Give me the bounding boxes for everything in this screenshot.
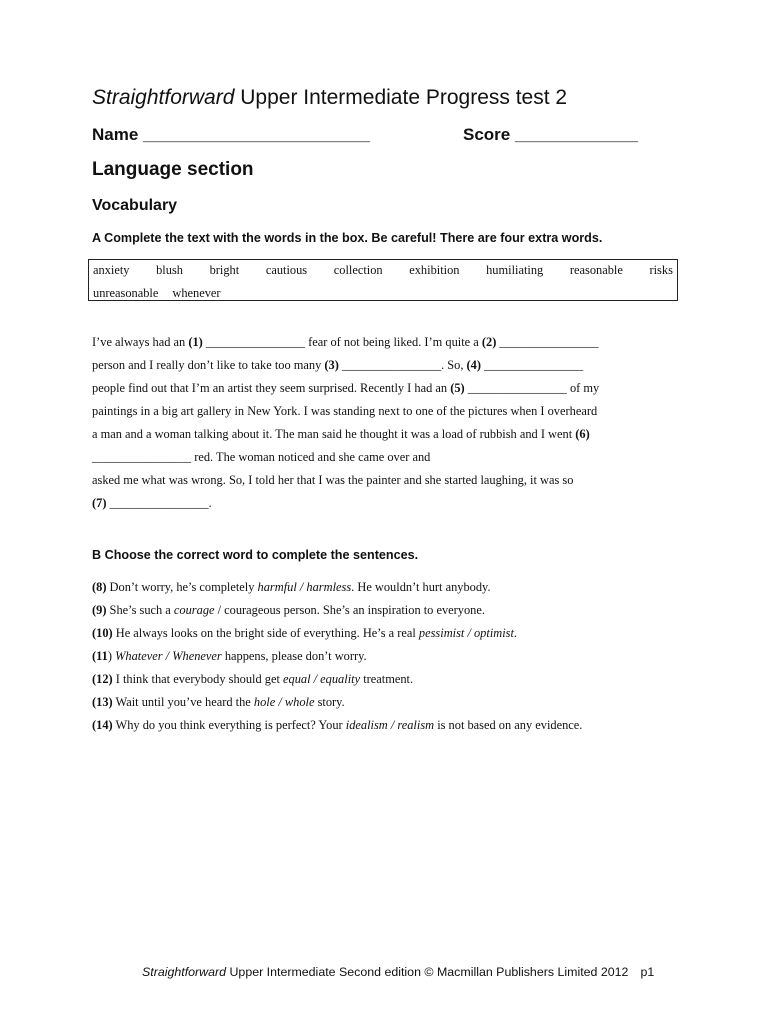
item-number: (2) (481, 335, 497, 349)
text-line (92, 423, 682, 446)
word-box-word: bright (209, 263, 240, 277)
text-line (92, 446, 682, 469)
text-segment: She’s such a (106, 603, 174, 617)
name-label: Name (92, 125, 139, 144)
word-choice: equal / equality (283, 672, 361, 686)
title-rest: Upper Intermediate Progress test 2 (234, 86, 568, 109)
text-segment: ________________ (496, 335, 599, 349)
text-segment: treatment. (360, 672, 414, 686)
word-box-word: cautious (265, 263, 308, 277)
text-segment: ________________ (481, 358, 584, 372)
sentence-line (92, 599, 682, 622)
word-box-word: risks (649, 263, 673, 277)
text-line (92, 331, 682, 354)
text-line (92, 469, 682, 492)
word-box-word: collection (333, 263, 383, 277)
text-line (92, 400, 682, 423)
item-number: (12) (92, 672, 113, 686)
text-segment: a man and a woman talking about it. The man said he thought it was a load of rubbish and I went (92, 427, 576, 441)
part-a-instruction: A Complete the text with the words in the box. Be careful! There are four extra words. (92, 231, 603, 245)
text-segment: ________________ fear of not being liked. I’m quite a (202, 335, 482, 349)
footer-text: Upper Intermediate Second edition © Macmillan Publishers Limited 2012 (226, 965, 629, 979)
word-choice: idealism / realism (345, 718, 435, 732)
item-number: (4) (466, 358, 481, 372)
score-label: Score (463, 125, 511, 144)
sentence-line (92, 691, 682, 714)
word-choice: pessimist / optimist (418, 626, 514, 640)
sentence-line (92, 668, 682, 691)
word-box-word: unreasonable (93, 286, 159, 300)
item-number: (5) (450, 381, 465, 395)
text-segment: ________________. (106, 496, 212, 510)
text-segment: ) (107, 649, 116, 663)
sentence-line (92, 622, 682, 645)
page-footer (142, 965, 682, 979)
name-score-row (92, 125, 692, 145)
item-number: (9) (92, 603, 107, 617)
text-segment: people find out that I’m an artist they seem surprised. Recently I had an (92, 381, 451, 395)
word-box-row-2 (93, 286, 235, 301)
text-line (92, 377, 682, 400)
sentence-line (92, 645, 682, 668)
text-segment: story. (314, 695, 345, 709)
item-number: (14) (92, 718, 113, 732)
vocabulary-heading: Vocabulary (92, 197, 178, 214)
score-field (463, 125, 638, 145)
text-segment: I’ve always had an (92, 335, 189, 349)
text-segment: . He wouldn’t hurt anybody. (351, 580, 491, 594)
word-choice: hole / whole (253, 695, 315, 709)
text-line (92, 354, 682, 377)
sentence-line (92, 576, 682, 599)
item-number: (3) (324, 358, 339, 372)
text-segment: . (513, 626, 518, 640)
word-choice: Whatever / Whenever (115, 649, 222, 663)
item-number: (13) (92, 695, 113, 709)
word-choice: harmful / harmless (257, 580, 352, 594)
item-number: (10) (92, 626, 113, 640)
sentence-line (92, 714, 682, 737)
text-segment: is not based on any evidence. (434, 718, 583, 732)
name-blank: ________________________ (143, 125, 370, 144)
footer-italic: Straightforward (142, 965, 227, 979)
word-box-word: humiliating (486, 263, 544, 277)
word-box-word: exhibition (409, 263, 460, 277)
text-segment: Wait until you’ve heard the (112, 695, 254, 709)
word-box-word: anxiety (93, 263, 130, 277)
item-number: (7) (92, 496, 107, 510)
word-choice: courage (173, 603, 215, 617)
item-number: (6) (575, 427, 590, 441)
word-box-row-1 (93, 263, 673, 278)
part-b-sentences (92, 576, 682, 737)
page-number: p1 (640, 965, 655, 979)
text-segment: ________________ red. The woman noticed and she came over and (92, 450, 431, 464)
text-segment: ________________ of my (464, 381, 600, 395)
text-segment: Don’t worry, he’s completely (106, 580, 258, 594)
word-box (88, 259, 678, 301)
part-a-text (92, 331, 682, 515)
text-segment: ________________. So, (338, 358, 467, 372)
word-box-word: reasonable (569, 263, 623, 277)
item-number: (11 (92, 649, 108, 663)
title-italic: Straightforward (92, 86, 235, 109)
item-number: (8) (92, 580, 107, 594)
text-segment: I think that everybody should get (112, 672, 283, 686)
text-segment: / courageous person. She’s an inspiration to everyone. (214, 603, 485, 617)
text-segment: He always looks on the bright side of everything. He’s a real (112, 626, 419, 640)
word-box-word: whenever (172, 286, 221, 300)
text-segment: paintings in a big art gallery in New York. I was standing next to one of the pictures when I overheard (92, 404, 598, 418)
text-segment: Why do you think everything is perfect? Your (112, 718, 346, 732)
part-b-instruction: B Choose the correct word to complete the sentences. (92, 548, 419, 562)
word-box-word: blush (156, 263, 183, 277)
text-segment: person and I really don’t like to take too many (92, 358, 325, 372)
text-line (92, 492, 682, 515)
language-section-heading: Language section (92, 159, 254, 180)
text-segment: happens, please don’t worry. (221, 649, 367, 663)
score-blank: _____________ (514, 125, 638, 144)
page-title (92, 86, 692, 110)
text-segment: asked me what was wrong. So, I told her that I was the painter and she started laughing, it was so (92, 473, 574, 487)
item-number: (1) (188, 335, 203, 349)
